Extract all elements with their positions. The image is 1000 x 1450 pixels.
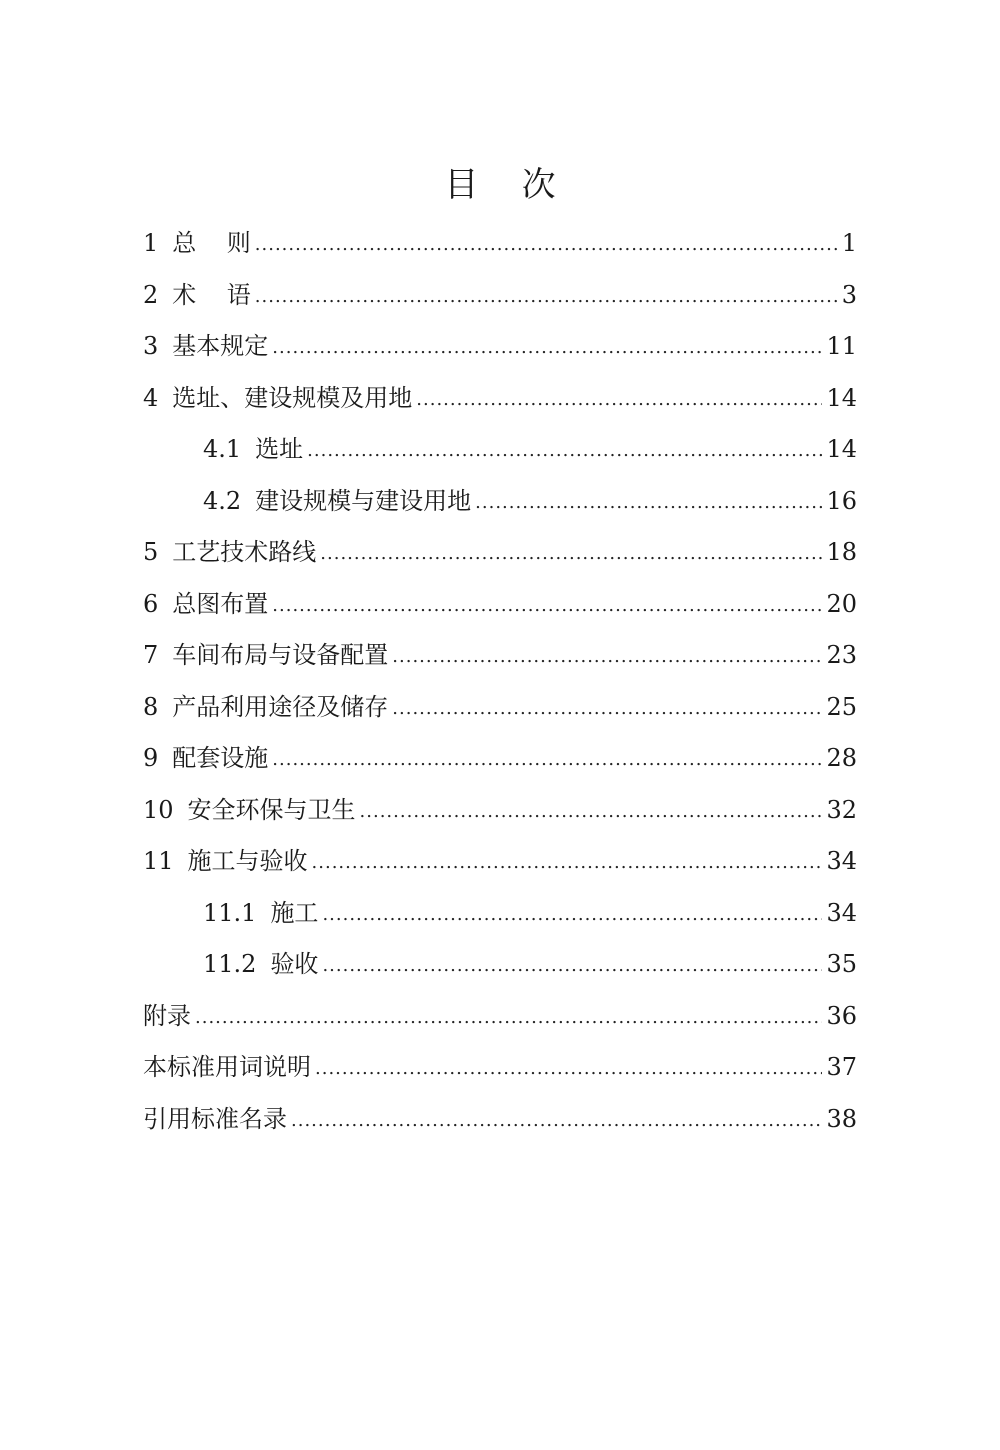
toc-entry[interactable] [143, 218, 857, 270]
toc-entry[interactable] [143, 527, 857, 579]
toc-entry-page: 34 [826, 898, 857, 927]
toc-subentry[interactable] [143, 424, 857, 476]
toc-entry[interactable] [143, 270, 857, 322]
toc-leader-dots [392, 683, 822, 735]
toc-entry-page: 37 [826, 1053, 857, 1081]
toc-entry[interactable] [143, 785, 857, 837]
toc-entry-title: 产品利用途径及储存 [172, 692, 389, 721]
toc-entry-page: 14 [826, 383, 857, 412]
toc-entry-title: 施工与验收 [187, 847, 308, 875]
toc-entry-page: 28 [826, 744, 857, 772]
toc-entry[interactable] [143, 321, 857, 373]
toc-entry-page: 14 [826, 435, 857, 463]
toc-entry[interactable] [143, 733, 857, 785]
toc-entry-title: 验收 [270, 950, 319, 978]
toc-entry-number: 8 [143, 692, 159, 721]
toc-entry-number: 11 [143, 847, 174, 875]
toc-entry-page: 16 [826, 486, 857, 515]
toc-leader-dots [360, 786, 823, 838]
toc-entry-number: 11.1 [203, 898, 257, 927]
toc-entry-title: 安全环保与卫生 [187, 795, 356, 824]
toc-entry-page: 18 [826, 538, 857, 566]
toc-leader-dots [322, 940, 822, 992]
toc-entry-page: 25 [826, 692, 857, 721]
toc-entry-title: 基本规定 [172, 332, 269, 360]
toc-leader-dots [272, 322, 822, 374]
toc-entry-title: 本标准用词说明 [143, 1053, 311, 1081]
toc-leader-dots [195, 992, 822, 1044]
toc-entry-page: 20 [826, 589, 857, 618]
toc-entry-page: 3 [841, 280, 857, 309]
toc-leader-dots [255, 271, 838, 323]
toc-entry-title: 施工 [270, 898, 319, 927]
toc-entry-number: 4.1 [203, 435, 242, 463]
toc-entry-number: 5 [143, 538, 159, 566]
toc-entry-number: 11.2 [203, 950, 257, 978]
toc-leader-dots [320, 528, 822, 580]
toc-leader-dots [272, 580, 822, 632]
toc-entry-page: 32 [826, 795, 857, 824]
toc-entry[interactable] [143, 630, 857, 682]
toc-entry-page: 36 [826, 1001, 857, 1030]
toc-entry-page: 23 [826, 641, 857, 669]
toc-entry-page: 38 [826, 1104, 857, 1133]
toc-leader-dots [416, 374, 822, 426]
toc-entry[interactable] [143, 836, 857, 888]
toc-entry-number: 4 [143, 383, 159, 412]
toc-entry-page: 34 [826, 847, 857, 875]
toc-entry-title: 工艺技术路线 [172, 538, 317, 566]
toc-subentry[interactable] [143, 939, 857, 991]
toc-leader-dots [291, 1095, 822, 1147]
toc-leader-dots [322, 889, 822, 941]
toc-entry-page: 1 [841, 229, 857, 257]
toc-entry-number: 2 [143, 280, 159, 309]
toc-entry-title: 术 语 [172, 280, 251, 309]
toc-entry-number: 6 [143, 589, 159, 618]
toc-entry[interactable] [143, 373, 857, 425]
toc-entry[interactable] [143, 579, 857, 631]
toc-entry-title: 配套设施 [172, 744, 269, 772]
toc-entry-title: 车间布局与设备配置 [172, 641, 389, 669]
toc-entry[interactable] [143, 1094, 857, 1146]
toc-entry[interactable] [143, 1042, 857, 1094]
toc-entry-title: 引用标准名录 [143, 1104, 287, 1133]
toc-entry[interactable] [143, 682, 857, 734]
toc-leader-dots [315, 1043, 822, 1095]
toc-leader-dots [272, 734, 822, 786]
toc-entry-number: 1 [143, 229, 159, 257]
toc-entry-title: 选址、建设规模及用地 [172, 383, 413, 412]
toc-entry-number: 7 [143, 641, 159, 669]
page-title: 目 次 [444, 165, 556, 205]
toc-entry-number: 3 [143, 332, 159, 360]
toc-leader-dots [392, 631, 822, 683]
toc-entry-page: 11 [826, 332, 857, 360]
toc-entry[interactable] [143, 991, 857, 1043]
toc-leader-dots [312, 837, 823, 889]
toc-entry-number: 4.2 [203, 486, 242, 515]
toc-entry-title: 总 则 [172, 229, 251, 257]
toc-entry-title: 建设规模与建设用地 [255, 486, 472, 515]
toc-entry-title: 总图布置 [172, 589, 269, 618]
toc-entry-page: 35 [826, 950, 857, 978]
toc-subentry[interactable] [143, 888, 857, 940]
toc-leader-dots [307, 425, 822, 477]
toc-entry-number: 10 [143, 795, 174, 824]
toc-subentry[interactable] [143, 476, 857, 528]
toc-entry-number: 9 [143, 744, 159, 772]
toc-leader-dots [475, 477, 822, 529]
table-of-contents [143, 218, 857, 1145]
toc-entry-title: 附录 [143, 1001, 191, 1030]
toc-entry-title: 选址 [255, 435, 304, 463]
toc-leader-dots [255, 219, 838, 271]
